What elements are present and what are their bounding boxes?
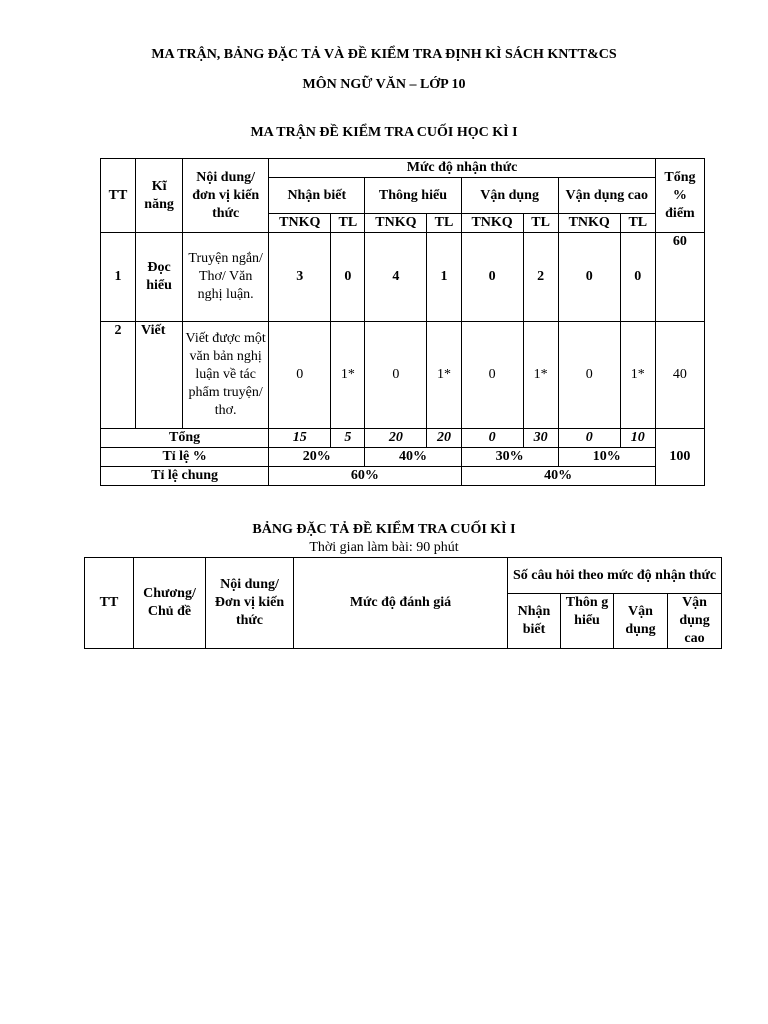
matrix-head-tl: TL — [523, 214, 558, 233]
matrix-head-nhan-biet: Nhận biết — [269, 178, 365, 214]
sum-value: 30 — [523, 429, 558, 448]
spec-title: BẢNG ĐẶC TẢ ĐỀ KIỂM TRA CUỐI KÌ I — [252, 522, 516, 537]
sum-value: 20 — [365, 429, 427, 448]
row-value: 4 — [365, 233, 427, 322]
ratio-value: 30% — [461, 448, 558, 467]
matrix-head-tl: TL — [427, 214, 461, 233]
matrix-head-thong-hieu: Thông hiểu — [365, 178, 461, 214]
matrix-head-tnkq: TNKQ — [461, 214, 523, 233]
grand-total: 100 — [655, 429, 704, 486]
sum-label: Tổng — [101, 429, 269, 448]
row-value: 1* — [620, 322, 655, 429]
spec-head-nhan-biet: Nhận biết — [508, 594, 561, 649]
matrix-head-tt: TT — [101, 159, 136, 233]
matrix-head-tnkq: TNKQ — [269, 214, 331, 233]
spec-head-van-dung: Vận dụng — [614, 594, 668, 649]
sum-value: 15 — [269, 429, 331, 448]
spec-head-van-dung-cao: Vận dụng cao — [668, 594, 722, 649]
spec-head-chapter: Chương/ Chủ đề — [134, 558, 206, 649]
ratio-value: 40% — [365, 448, 461, 467]
row-content: Viết được một văn bản nghị luận về tác phẩm truyện/ thơ. — [183, 322, 269, 429]
row-value: 0 — [558, 322, 620, 429]
sum-value: 0 — [558, 429, 620, 448]
ratio-label: Tỉ lệ % — [101, 448, 269, 467]
spec-head-questions: Số câu hỏi theo mức độ nhận thức — [508, 558, 722, 594]
matrix-head-content: Nội dung/đơn vị kiến thức — [183, 159, 269, 233]
matrix-head-van-dung: Vận dụng — [461, 178, 558, 214]
spec-head-tt: TT — [85, 558, 134, 649]
common-ratio-label: Tỉ lệ chung — [101, 467, 269, 486]
ratio-row — [101, 448, 705, 467]
row-value: 0 — [620, 233, 655, 322]
matrix-head-skill: Kĩ năng — [136, 159, 183, 233]
row-value: 0 — [461, 233, 523, 322]
row-total: 40 — [655, 322, 704, 429]
matrix-head-tl: TL — [331, 214, 365, 233]
row-value: 1* — [331, 322, 365, 429]
row-value: 1* — [427, 322, 461, 429]
row-value: 0 — [461, 322, 523, 429]
row-total: 60 — [655, 233, 704, 322]
matrix-title: MA TRẬN ĐỀ KIỂM TRA CUỐI HỌC KÌ I — [250, 125, 518, 140]
matrix-head-van-dung-cao: Vận dụng cao — [558, 178, 655, 214]
row-value: 2 — [523, 233, 558, 322]
row-content: Truyện ngắn/ Thơ/ Văn nghị luận. — [183, 233, 269, 322]
sum-row — [101, 429, 705, 448]
sum-value: 10 — [620, 429, 655, 448]
row-tt: 2 — [101, 322, 136, 429]
row-value: 1* — [523, 322, 558, 429]
ratio-value: 10% — [558, 448, 655, 467]
spec-time: Thời gian làm bài: 90 phút — [309, 540, 459, 555]
matrix-head-level: Mức độ nhận thức — [269, 159, 656, 178]
spec-head-assessment: Mức độ đánh giá — [294, 558, 508, 649]
spec-head-thong-hieu: Thôn g hiểu — [561, 594, 614, 649]
common-ratio-row — [101, 467, 705, 486]
spec-table — [84, 557, 722, 649]
document-subtitle: MÔN NGỮ VĂN – LỚP 10 — [302, 77, 466, 92]
sum-value: 5 — [331, 429, 365, 448]
row-value: 0 — [331, 233, 365, 322]
matrix-head-tnkq: TNKQ — [365, 214, 427, 233]
spec-head-content: Nội dung/Đơn vị kiến thức — [206, 558, 294, 649]
sum-value: 20 — [427, 429, 461, 448]
row-skill: Viết — [136, 322, 183, 429]
common-ratio-value: 60% — [269, 467, 461, 486]
ratio-value: 20% — [269, 448, 365, 467]
row-value: 0 — [365, 322, 427, 429]
common-ratio-value: 40% — [461, 467, 655, 486]
table-row — [101, 322, 705, 429]
row-value: 0 — [269, 322, 331, 429]
matrix-head-total: Tổng % điểm — [655, 159, 704, 233]
row-tt: 1 — [101, 233, 136, 322]
matrix-head-tl: TL — [620, 214, 655, 233]
row-value: 1 — [427, 233, 461, 322]
table-row — [101, 233, 705, 322]
row-value: 3 — [269, 233, 331, 322]
row-value: 0 — [558, 233, 620, 322]
matrix-head-tnkq: TNKQ — [558, 214, 620, 233]
matrix-table — [100, 158, 705, 486]
document-title: MA TRẬN, BẢNG ĐẶC TẢ VÀ ĐỀ KIỂM TRA ĐỊNH KÌ SÁCH KNTT&CS — [151, 47, 617, 62]
sum-value: 0 — [461, 429, 523, 448]
row-skill: Đọc hiểu — [136, 233, 183, 322]
